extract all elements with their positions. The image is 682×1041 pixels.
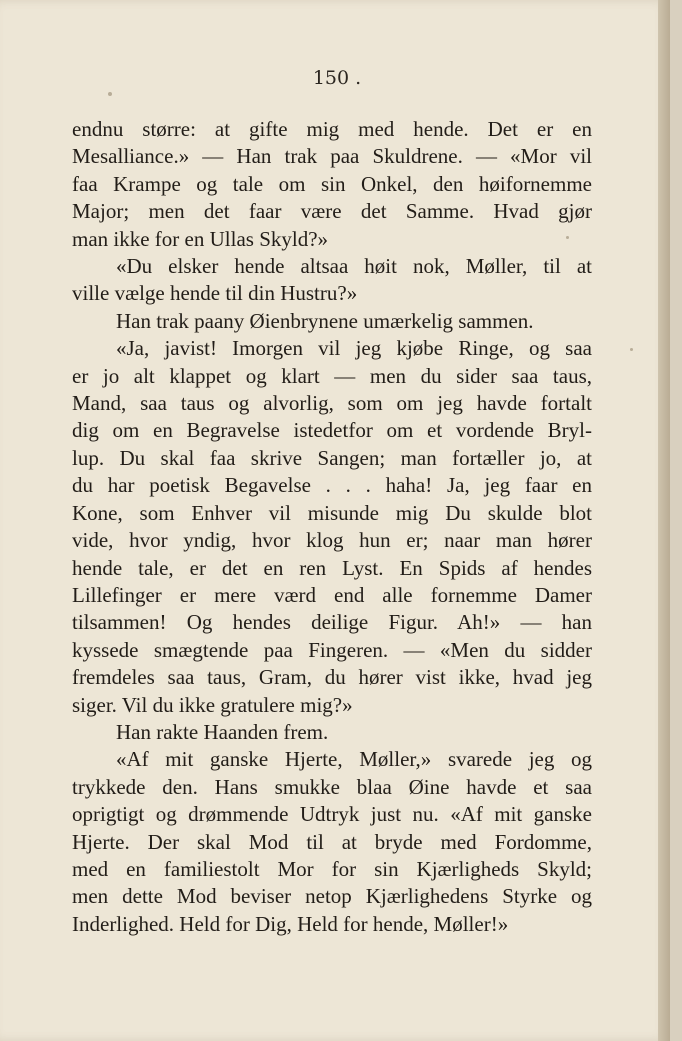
text-line: endnu større: at gifte mig med hende. Det er en	[72, 117, 592, 141]
text-line: fremdeles saa taus, Gram, du hører vist ikke, hvad jeg	[72, 665, 592, 690]
body-text	[72, 116, 592, 938]
text-line: kyssede smægtende paa Fingeren. — «Men du sidder	[72, 637, 592, 662]
text-line: Han rakte Haanden frem.	[116, 719, 329, 744]
text-line: man ikke for en Ullas Skyld?»	[72, 226, 329, 251]
text-line: oprigtigt og drømmende Udtryk just nu. «Af mit ganske	[72, 802, 592, 827]
text-line: er jo alt klappet og klart — men du sider saa taus,	[72, 363, 592, 388]
text-line: siger. Vil du ikke gratulere mig?»	[72, 692, 353, 717]
text-line: dig om en Begravelse istedetfor om et vordende Bryl-	[72, 418, 592, 443]
text-line: Lillefinger er mere værd end alle fornemme Damer	[72, 582, 592, 607]
text-line: «Af mit ganske Hjerte, Møller,» svarede jeg og	[116, 747, 592, 772]
text-line: du har poetisk Begavelse . . . haha! Ja, jeg faar en	[72, 473, 592, 498]
text-line: Han trak paany Øienbrynene umærkelig sammen.	[116, 308, 534, 333]
paper-speck	[108, 92, 112, 96]
text-line: Mand, saa taus og alvorlig, som om jeg havde fortalt	[72, 391, 592, 416]
text-line: ville vælge hende til din Hustru?»	[72, 281, 358, 306]
text-line: med en familiestolt Mor for sin Kjærligheds Skyld;	[72, 856, 592, 881]
text-line: Hjerte. Der skal Mod til at bryde med Fordomme,	[72, 829, 592, 854]
text-line: faa Krampe og tale om sin Onkel, den høifornemme	[72, 171, 592, 196]
text-line: men dette Mod beviser netop Kjærlighedens Styrke og	[72, 884, 592, 909]
text-line: hende tale, er det en ren Lyst. En Spids af hendes	[72, 555, 592, 580]
paper-speck	[630, 348, 633, 351]
text-line: trykkede den. Hans smukke blaa Øine havde et saa	[72, 774, 592, 799]
text-line: «Ja, javist! Imorgen vil jeg kjøbe Ringe, og saa	[116, 336, 592, 361]
text-line: Mesalliance.» — Han trak paa Skuldrene. — «Mor vil	[72, 144, 592, 169]
text-line: Kone, som Enhver vil misunde mig Du skulde blot	[72, 500, 592, 525]
text-line: «Du elsker hende altsaa høit nok, Møller, til at	[116, 254, 592, 279]
page-edge	[658, 0, 670, 1041]
page-number: 150 .	[312, 67, 362, 89]
text-line: lup. Du skal faa skrive Sangen; man fortæller jo, at	[72, 445, 592, 470]
text-line: Inderlighed. Held for Dig, Held for hende, Møller!»	[72, 911, 509, 936]
text-line: tilsammen! Og hendes deilige Figur. Ah!» — han	[72, 610, 592, 635]
text-line: Major; men det faar være det Samme. Hvad gjør	[72, 199, 592, 224]
text-line: vide, hvor yndig, hvor klog hun er; naar man hører	[72, 528, 592, 553]
